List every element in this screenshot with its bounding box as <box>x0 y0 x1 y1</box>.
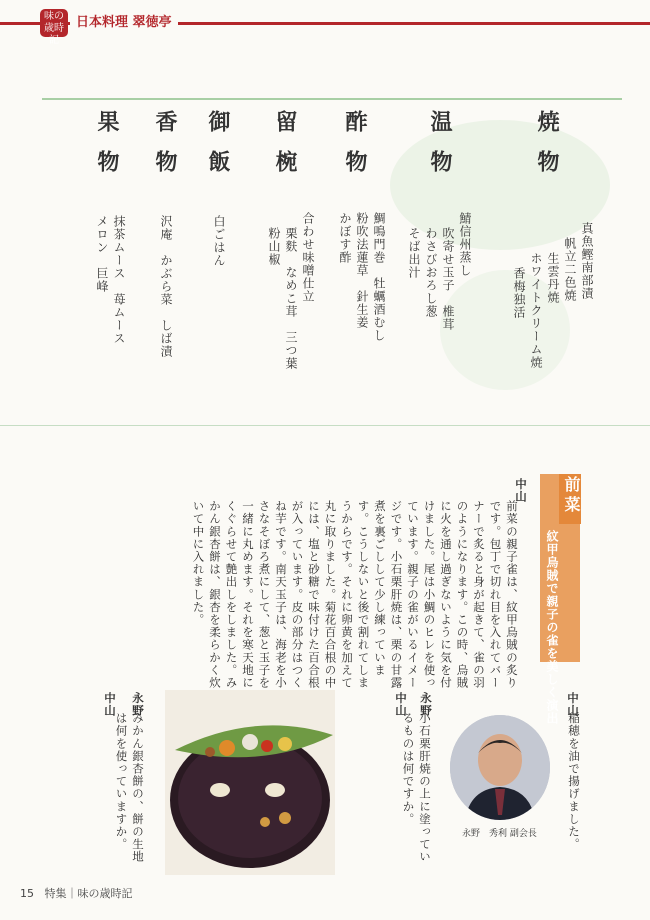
menu-item: 抹茶ムース 苺ムース <box>112 215 126 345</box>
menu-category: 留椀 <box>272 110 298 190</box>
article-paragraph: 小石栗肝焼の上に塗っているものは何ですか。 <box>401 712 432 864</box>
menu-item: かぼす酢 <box>338 212 352 264</box>
menu-item: 鯛鳴門巻 牡蠣酒むし <box>372 212 386 342</box>
speaker-label: 中山 <box>514 478 528 503</box>
menu-item: 香梅独活 <box>512 222 526 319</box>
logo: 味の歳時記 <box>40 9 68 37</box>
menu-item: ホワイトクリーム焼 <box>529 222 543 369</box>
speaker-label: 中山 <box>394 692 408 717</box>
page-footer <box>20 885 133 901</box>
menu-category: 温物 <box>427 110 453 190</box>
menu-item: 帆立二色焼 <box>563 222 577 302</box>
menu-item: メロン 巨峰 <box>95 215 109 293</box>
menu-item: 真魚鰹南部漬 <box>580 222 594 300</box>
menu-category: 香物 <box>152 110 178 190</box>
menu-item: 白ごはん <box>212 215 226 267</box>
header-title: 日本料理 翠徳亭 <box>70 13 178 33</box>
menu-top-rule <box>42 98 622 100</box>
menu-category: 焼物 <box>534 110 560 190</box>
menu-category: 果物 <box>94 110 120 190</box>
portrait-photo <box>450 715 550 820</box>
speaker-label: 中山 <box>103 692 117 717</box>
article-paragraph: みかん銀杏餅の、餅の生地は何を使っていますか。 <box>114 712 145 864</box>
article-paragraph: 稲穂を油で揚げました。 <box>567 712 581 851</box>
menu-item: わさびおろし葱 <box>424 212 438 318</box>
menu-bottom-rule <box>0 425 650 426</box>
menu-item: 吹寄せ玉子 椎茸 <box>441 212 455 331</box>
menu-category: 酢物 <box>342 110 368 190</box>
speaker-label: 永野 <box>131 692 145 717</box>
portrait-caption: 永野 秀利 副会長 <box>462 829 537 839</box>
article-paragraph: 前菜の親子雀は、紋甲烏賊の炙りです。包丁で切れ目を入れてバーナーで炙ると身が起きて、雀の羽のようになります。この時、烏賊に火を通し過ぎないように気を付けました。尾は小鯛のヒレを使っています。親子の雀がいるイメージです。小石栗肝焼は、栗の甘露煮を裏ごしして少し練っています。こうしないと後で割れてしまうからです。それに卵黄を加えて丸に取りました。菊花百合根の中には、塩と砂糖で味付けた百合根が入っています。皮の部分はつくね芋です。南天玉子は、海老を小さなそぼろ煮にして、葱と玉子を一緒に丸めます。それを寒天地にくぐらせて艶出しをしました。みかん銀杏餅は、銀杏を柔らかく炊いて中に入れました。 <box>191 500 519 689</box>
menu-item: 合わせ味噌仕立 <box>301 212 315 303</box>
page-number: 15 <box>20 887 34 900</box>
menu-item: 生雲丹焼 <box>546 222 560 304</box>
menu-item: そば出汁 <box>407 212 421 279</box>
footer-label: 特集｜味の歳時記 <box>44 887 133 900</box>
speaker-label: 永野 <box>419 692 433 717</box>
section-subtitle: 紋甲烏賊で親子の雀を美しく演出 <box>545 530 559 725</box>
menu-item: 沢庵 かぶら菜 しば漬 <box>159 215 173 358</box>
menu-item: 鯖信州蒸し <box>458 212 472 277</box>
menu-category: 御飯 <box>205 110 231 190</box>
section-title: 前菜 <box>562 476 581 516</box>
menu-item: 栗麩 なめこ茸 三つ葉 <box>284 212 298 370</box>
menu-item: 粉吹法蓮草 針生姜 <box>355 212 369 329</box>
dish-photo <box>165 690 335 875</box>
speaker-label: 中山 <box>566 692 580 717</box>
menu-item: 粉山椒 <box>267 212 281 266</box>
